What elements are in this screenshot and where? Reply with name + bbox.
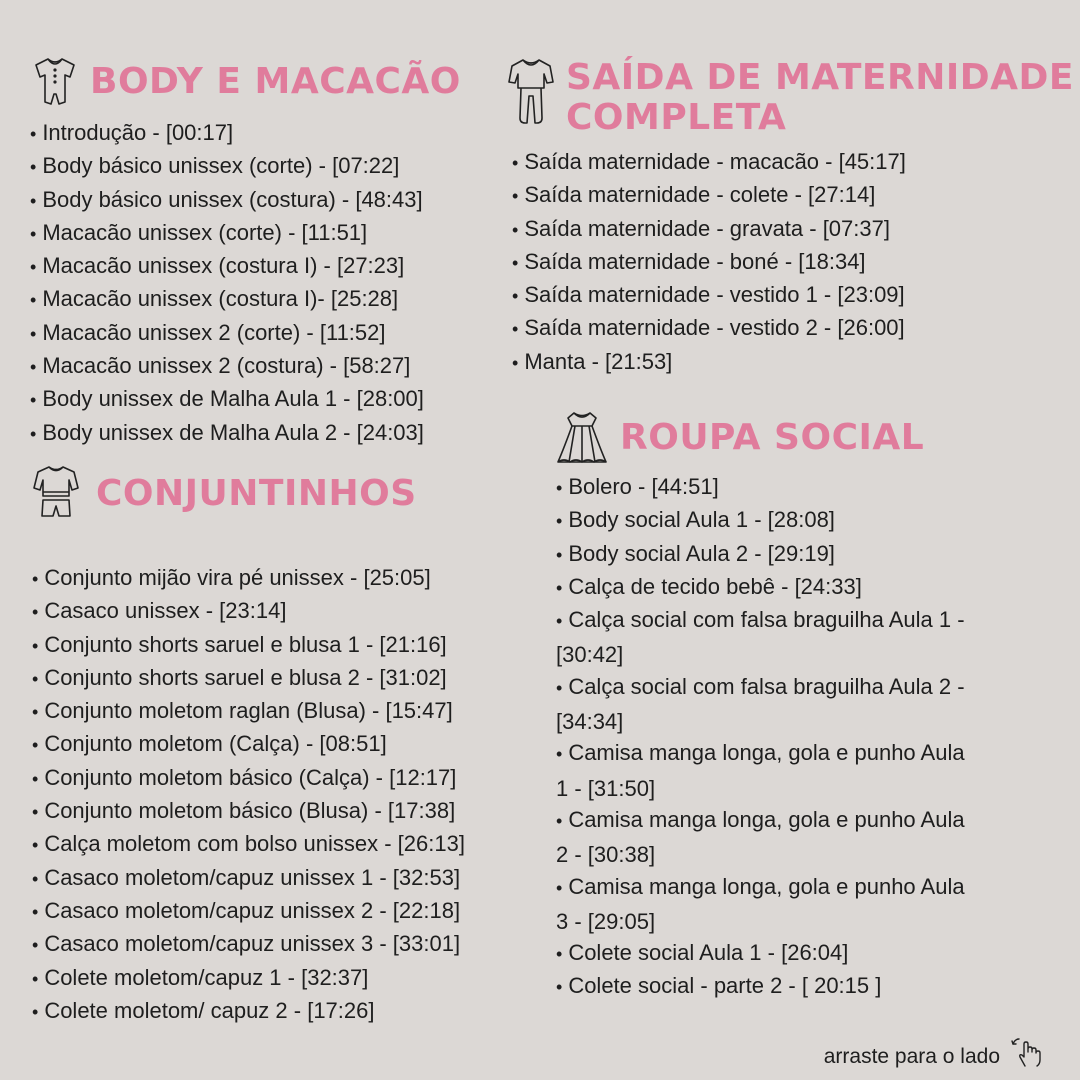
shirt-and-shorts-icon [32,464,80,520]
list-item: • Saída maternidade - macacão - [45:17] [512,149,906,174]
list-item: • Casaco moletom/capuz unissex 2 - [22:18] [32,897,461,923]
list-saida-maternidade [512,145,906,378]
list-item: • Colete moletom/ capuz 2 - [17:26] [32,997,375,1023]
dress-icon [556,410,608,466]
section-title-conjuntinhos: CONJUNTINHOS [96,473,417,514]
list-item: • Body social Aula 1 - [28:08] [556,507,835,533]
list-item: • Saída maternidade - vestido 1 - [23:09] [512,282,905,308]
list-item: • Body básico unissex (corte) - [07:22] [30,153,400,179]
list-item: • Colete social Aula 1 - [26:04] [556,940,849,966]
list-item: • Conjunto shorts saruel e blusa 1 - [21:16] [32,631,447,657]
list-item: • Body unissex de Malha Aula 2 - [24:03] [30,419,424,445]
section-title-body-macacao: BODY E MACACÃO [90,61,461,102]
list-item: • Manta - [21:53] [512,348,673,374]
list-item: • Calça social com falsa braguilha Aula 2 - [34:34] [556,673,965,735]
list-item: • Conjunto moletom básico (Calça) - [12:17] [32,764,457,790]
list-item: • Conjunto mijão vira pé unissex - [25:05] [32,565,431,590]
list-item: • Casaco moletom/capuz unissex 1 - [32:53] [32,864,461,890]
list-item: • Casaco unissex - [23:14] [32,598,287,624]
list-item: • Saída maternidade - gravata - [07:37] [512,215,890,241]
list-item: • Camisa manga longa, gola e punho Aula 1 - [31:50] [556,740,965,801]
list-item: • Colete social - parte 2 - [ 20:15 ] [556,973,882,999]
list-item: • Body básico unissex (costura) - [48:43] [30,186,423,212]
list-item: • Camisa manga longa, gola e punho Aula 2 - [30:38] [556,806,965,868]
list-conjuntinhos [32,561,465,1027]
section-title-roupa-social: ROUPA SOCIAL [620,417,925,458]
swipe-hint-text: arraste para o lado [823,1044,1000,1068]
list-item: • Macacão unissex (costura I)- [25:28] [30,286,399,312]
swipe-hint [824,1036,1044,1077]
list-item: • Conjunto shorts saruel e blusa 2 - [31:02] [32,664,447,690]
list-item: • Conjunto moletom básico (Blusa) - [17:38] [32,798,456,824]
list-item: • Calça social com falsa braguilha Aula 1 - [30:42] [556,607,965,668]
list-item: • Camisa manga longa, gola e punho Aula 3 - [29:05] [556,873,965,934]
list-item: • Introdução - [00:17] [30,120,234,145]
list-item: • Casaco moletom/capuz unissex 3 - [33:01] [32,931,461,957]
list-item: • Body social Aula 2 - [29:19] [556,540,835,566]
section-title-saida-maternidade: SAÍDA DE MATERNIDADE COMPLETA [566,57,1074,138]
list-item: • Calça moletom com bolso unissex - [26:13] [32,831,465,857]
list-roupa-social [556,470,976,1003]
list-item: • Conjunto moletom raglan (Blusa) - [15:47] [32,698,453,724]
list-item: • Bolero - [44:51] [556,474,719,499]
list-item: • Macacão unissex (costura I) - [27:23] [30,253,405,279]
list-item: • Saída maternidade - vestido 2 - [26:00] [512,315,905,341]
swipe-hand-icon [1010,1036,1044,1077]
list-item: • Colete moletom/capuz 1 - [32:37] [32,964,369,990]
list-item: • Conjunto moletom (Calça) - [08:51] [32,731,387,757]
list-item: • Calça de tecido bebê - [24:33] [556,573,862,599]
list-item: • Saída maternidade - boné - [18:34] [512,248,866,274]
list-item: • Saída maternidade - colete - [27:14] [512,182,876,208]
list-item: • Body unissex de Malha Aula 1 - [28:00] [30,386,424,412]
list-item: • Macacão unissex 2 (costura) - [58:27] [30,353,411,379]
baby-outfit-icon [506,56,556,126]
baby-onesie-icon [32,56,78,108]
list-body-macacao [30,116,424,449]
list-item: • Macacão unissex 2 (corte) - [11:52] [30,319,386,345]
list-item: • Macacão unissex (corte) - [11:51] [30,219,368,245]
